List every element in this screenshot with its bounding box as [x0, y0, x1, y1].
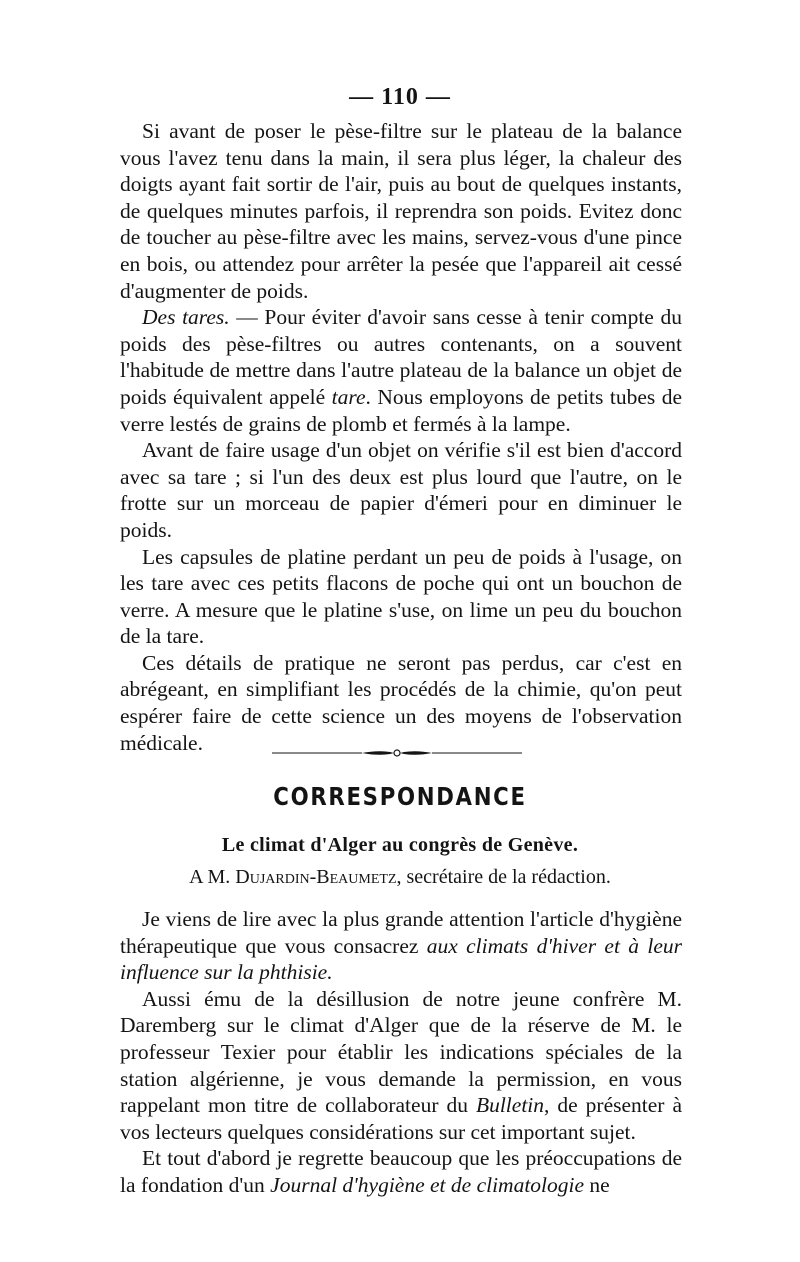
letter-p3-text: Et tout d'abord je regrette beaucoup que les préoccupations de la fondation d'un: [120, 1146, 682, 1197]
letter-p2-italic: Bulletin: [475, 1093, 545, 1118]
page-number: — 110 —: [349, 84, 451, 110]
address-suffix: , secrétaire de la rédaction.: [396, 866, 611, 888]
section-ornament: [272, 746, 522, 760]
tares-text-after: .: [365, 384, 378, 409]
tares-text: — Pour éviter d'avoir sans cesse à tenir compte du poids des pèse-filtres ou autres contenants, on a souvent l'habitude de mettre dans l'autre plateau de la balance un objet de poids équivalent appelé: [120, 305, 682, 409]
address-prefix: A M.: [189, 866, 236, 888]
tares-heading: Des tares.: [142, 305, 230, 330]
address-name: Dujardin-Beaumetz: [235, 866, 397, 888]
letter-p1-italic: aux climats d'hiver et à leur influence sur la phthisie.: [120, 933, 682, 985]
paragraph-usage: Avant de faire usage d'un objet on vérifie s'il est bien d'accord avec sa tare ; si l'un des deux est plus lourd que l'autre, on le frotte sur un morceau de papier d'émeri pour en diminuer le poids.: [120, 438, 682, 542]
paragraph-tares: [120, 304, 682, 437]
text-block-top: [120, 118, 682, 756]
paragraph-pese-filtre: Si avant de poser le pèse-filtre sur le plateau de la balance vous l'avez tenu dans la main, il sera plus léger, la chaleur des doigts ayant fait sortir de l'air, puis au bout de quelques instants, de quelques minutes parfois, il reprendra son poids. Evitez donc de toucher au pèse-filtre avec les mains, servez-vous d'une pince en bois, ou attendez pour arrêter la pesée que l'appareil ait cessé d'augmenter de poids.: [120, 119, 682, 303]
letter-p1-text: Je viens de lire avec la plus grande attention l'article d'hygiène thérapeutique que vous consacrez: [120, 907, 682, 958]
text-block-letter: [120, 906, 682, 1199]
letter-address: [0, 866, 800, 889]
letter-paragraph-1: [120, 906, 682, 986]
tares-term: tare: [331, 384, 366, 409]
paragraph-capsules: Les capsules de platine perdant un peu de poids à l'usage, on les tare avec ces petits flacons de poche qui ont un bouchon de verre. A mesure que le platine s'use, on lime un peu du bouchon de la tare.: [120, 544, 682, 649]
letter-paragraph-2: [120, 986, 682, 1146]
section-title: CORRESPONDANCE: [273, 782, 527, 811]
letter-paragraph-3: [120, 1145, 682, 1198]
letter-p3-after: ne: [584, 1172, 610, 1197]
letter-p2-text: Aussi ému de la désillusion de notre jeune confrère M. Daremberg sur le climat d'Alger que de la réserve de M. le professeur Texier pour établir les indications spéciales de la station algérienne, je vous demande la permission, en vous rappelant mon titre de collaborateur du: [120, 986, 682, 1118]
letter-p2-after: , de présenter à vos lecteurs quelques considérations sur cet important sujet.: [120, 1093, 682, 1144]
tares-text-end: Nous employons de petits tubes de verre lestés de grains de plomb et fermés à la lampe.: [120, 384, 682, 436]
letter-p3-italic: Journal d'hygiène et de climatologie: [270, 1172, 585, 1197]
paragraph-details: Ces détails de pratique ne seront pas perdus, car c'est en abrégeant, en simplifiant les procédés de la chimie, qu'on peut espérer faire de cette science un des moyens de l'observation médicale.: [120, 650, 682, 755]
article-title: Le climat d'Alger au congrès de Genève.: [221, 834, 579, 856]
